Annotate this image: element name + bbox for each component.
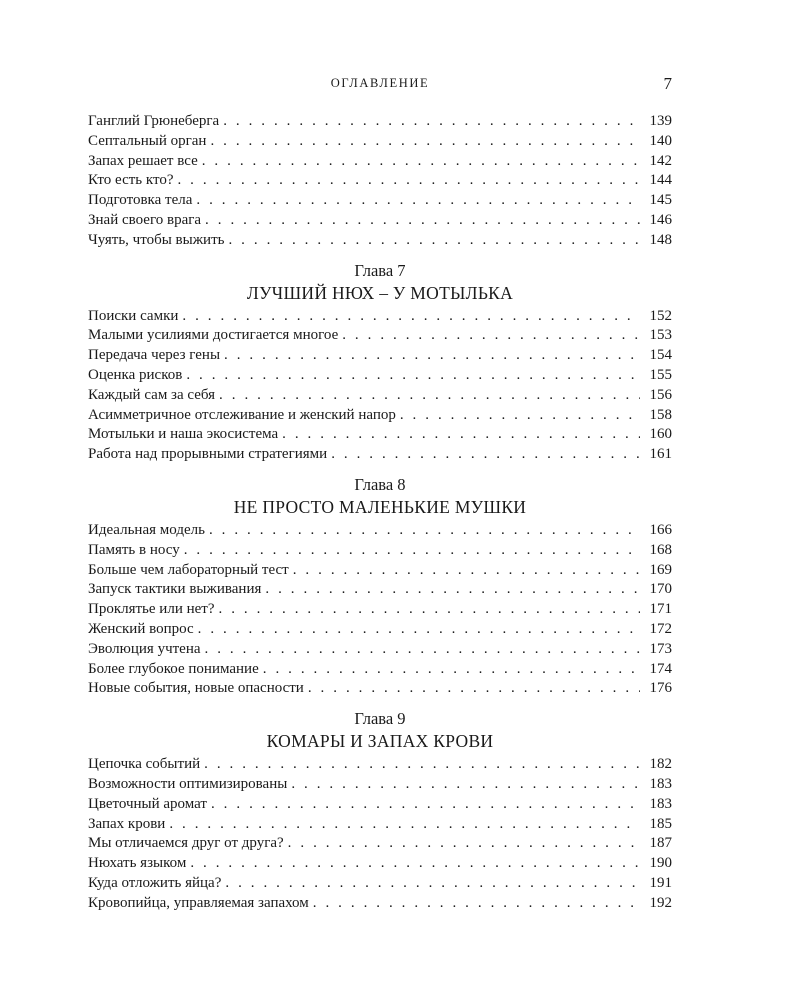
chapter-label: Глава 8 — [354, 474, 406, 494]
toc-entry — [88, 346, 672, 366]
toc-entry-title: Малыми усилиями достигается многое — [88, 327, 339, 344]
toc-entry-page: 153 — [649, 327, 672, 344]
toc-entry — [88, 894, 672, 914]
toc-entry-title: Запах крови — [88, 815, 166, 832]
dot-leader — [205, 211, 640, 231]
dot-leader — [342, 326, 640, 346]
toc-entry-page: 173 — [649, 640, 672, 657]
toc-entry — [88, 171, 672, 191]
toc-entry — [88, 386, 672, 406]
dot-leader — [190, 854, 640, 874]
toc-entry-page: 155 — [649, 366, 672, 383]
toc-entry — [88, 112, 672, 132]
dot-leader — [205, 640, 640, 660]
toc-entry-title: Запах решает все — [88, 152, 198, 169]
dot-leader — [291, 775, 640, 795]
dot-leader — [219, 600, 641, 620]
chapter-heading — [88, 465, 672, 521]
page-number: 7 — [663, 74, 672, 93]
toc-entry — [88, 660, 672, 680]
dot-leader — [400, 406, 640, 426]
toc-entry-page: 156 — [649, 386, 672, 403]
toc-entry-title: Асимметричное отслеживание и женский напор — [88, 406, 396, 423]
toc-entry — [88, 561, 672, 581]
toc-entry — [88, 854, 672, 874]
chapter-label: Глава 7 — [354, 260, 406, 280]
toc-entry-page: 142 — [649, 152, 672, 169]
toc-group — [88, 699, 672, 913]
toc-entry-page: 182 — [649, 756, 672, 773]
toc-entry-title: Работа над прорывными стратегиями — [88, 446, 328, 463]
dot-leader — [223, 112, 640, 132]
dot-leader — [308, 679, 640, 699]
dot-leader — [182, 307, 640, 327]
dot-leader — [202, 152, 640, 172]
dot-leader — [293, 561, 640, 581]
toc-entry-page: 191 — [649, 874, 672, 891]
toc-entry — [88, 620, 672, 640]
running-title: ОГЛАВЛЕНИЕ — [330, 76, 430, 90]
dot-leader — [228, 231, 640, 251]
dot-leader — [184, 541, 640, 561]
chapter-heading — [88, 251, 672, 307]
chapter-title: КОМАРЫ И ЗАПАХ КРОВИ — [266, 731, 494, 752]
toc-entry — [88, 425, 672, 445]
toc-entry-title: Идеальная модель — [88, 521, 205, 538]
toc-entry-title: Куда отложить яйца? — [88, 874, 222, 891]
dot-leader — [196, 191, 640, 211]
toc-entry-title: Мотыльки и наша экосистема — [88, 426, 279, 443]
toc-entry-title: Кто есть кто? — [88, 172, 174, 189]
toc-entry — [88, 580, 672, 600]
toc-entry-title: Новые события, новые опасности — [88, 680, 304, 697]
toc-entry-title: Поиски самки — [88, 307, 179, 324]
toc-entry — [88, 815, 672, 835]
toc-entry-page: 158 — [649, 406, 672, 423]
toc-entry-title: Цепочка событий — [88, 756, 201, 773]
toc-entry-page: 146 — [649, 211, 672, 228]
dot-leader — [209, 521, 640, 541]
toc-entry-page: 170 — [649, 581, 672, 598]
dot-leader — [169, 815, 640, 835]
toc-entry-title: Память в носу — [88, 541, 180, 558]
toc-entry-page: 161 — [649, 446, 672, 463]
toc-entry — [88, 132, 672, 152]
chapter-heading — [88, 699, 672, 755]
toc-entry — [88, 152, 672, 172]
toc-entry — [88, 191, 672, 211]
dot-leader — [177, 171, 640, 191]
dot-leader — [331, 445, 640, 465]
toc-entry-page: 185 — [649, 815, 672, 832]
toc-entry-page: 174 — [649, 660, 672, 677]
chapter-title: ЛУЧШИЙ НЮХ – У МОТЫЛЬКА — [246, 282, 514, 303]
toc-entry-title: Проклятье или нет? — [88, 601, 215, 618]
toc-entry-page: 183 — [649, 795, 672, 812]
toc-entry — [88, 445, 672, 465]
toc-group — [88, 465, 672, 699]
toc-entry-title: Кровопийца, управляемая запахом — [88, 894, 309, 911]
toc-entry-title: Возможности оптимизированы — [88, 775, 288, 792]
toc-group — [88, 251, 672, 465]
toc-group — [88, 112, 672, 251]
toc-entry-title: Знай своего врага — [88, 211, 202, 228]
toc-entry-page: 192 — [649, 894, 672, 911]
toc-entry — [88, 521, 672, 541]
toc-entry — [88, 326, 672, 346]
toc-entry-title: Больше чем лабораторный тест — [88, 561, 289, 578]
toc-entry-title: Ганглий Грюнеберга — [88, 113, 220, 129]
toc-entry — [88, 600, 672, 620]
toc-entry-title: Оценка рисков — [88, 366, 183, 383]
dot-leader — [224, 346, 640, 366]
toc-entry — [88, 231, 672, 251]
dot-leader — [198, 620, 640, 640]
dot-leader — [211, 795, 640, 815]
toc-entry-title: Женский вопрос — [88, 620, 194, 637]
dot-leader — [225, 874, 640, 894]
toc-entry-page: 148 — [649, 231, 672, 248]
dot-leader — [219, 386, 640, 406]
toc-entry-page: 166 — [649, 521, 672, 538]
toc-entry-page: 169 — [649, 561, 672, 578]
toc-entry-page: 160 — [649, 426, 672, 443]
toc-entry-title: Передача через гены — [88, 347, 221, 364]
dot-leader — [186, 366, 640, 386]
toc-entry-title: Подготовка тела — [88, 192, 193, 209]
toc-entry-page: 145 — [649, 192, 672, 209]
toc-entry — [88, 640, 672, 660]
dot-leader — [282, 425, 640, 445]
toc-entry-page: 168 — [649, 541, 672, 558]
toc-entry-page: 154 — [649, 347, 672, 364]
toc-entry-page: 144 — [649, 172, 672, 189]
toc-entry-title: Более глубокое понимание — [88, 660, 259, 677]
toc-entry-page: 139 — [649, 113, 672, 129]
toc-entry-page: 171 — [649, 601, 672, 618]
toc-entry — [88, 795, 672, 815]
toc-entry-title: Мы отличаемся друг от друга? — [88, 835, 284, 852]
toc-entry — [88, 211, 672, 231]
toc-entry — [88, 775, 672, 795]
toc-entry-page: 183 — [649, 775, 672, 792]
running-header — [88, 76, 672, 96]
dot-leader — [210, 132, 640, 152]
toc-entry-title: Цветочный аромат — [88, 795, 207, 812]
dot-leader — [313, 894, 640, 914]
toc-entry-page: 152 — [649, 307, 672, 324]
toc-entry — [88, 874, 672, 894]
toc-entry-title: Эволюция учтена — [88, 640, 201, 657]
table-of-contents — [88, 112, 672, 914]
toc-entry-page: 140 — [649, 132, 672, 149]
toc-entry — [88, 307, 672, 327]
toc-entry-title: Чуять, чтобы выжить — [88, 231, 225, 248]
toc-entry — [88, 406, 672, 426]
toc-entry-page: 187 — [649, 835, 672, 852]
toc-entry-title: Септальный орган — [88, 132, 207, 149]
toc-entry-page: 172 — [649, 620, 672, 637]
toc-entry — [88, 366, 672, 386]
toc-entry — [88, 834, 672, 854]
toc-entry-page: 190 — [649, 855, 672, 872]
toc-entry-title: Запуск тактики выживания — [88, 581, 262, 598]
chapter-label: Глава 9 — [354, 709, 406, 729]
toc-entry — [88, 755, 672, 775]
toc-entry — [88, 679, 672, 699]
dot-leader — [265, 580, 640, 600]
dot-leader — [263, 660, 640, 680]
dot-leader — [204, 755, 640, 775]
toc-entry-title: Каждый сам за себя — [88, 386, 216, 403]
toc-entry — [88, 541, 672, 561]
toc-entry-title: Нюхать языком — [88, 855, 187, 872]
chapter-title: НЕ ПРОСТО МАЛЕНЬКИЕ МУШКИ — [233, 496, 527, 517]
dot-leader — [288, 834, 640, 854]
toc-entry-page: 176 — [649, 680, 672, 697]
